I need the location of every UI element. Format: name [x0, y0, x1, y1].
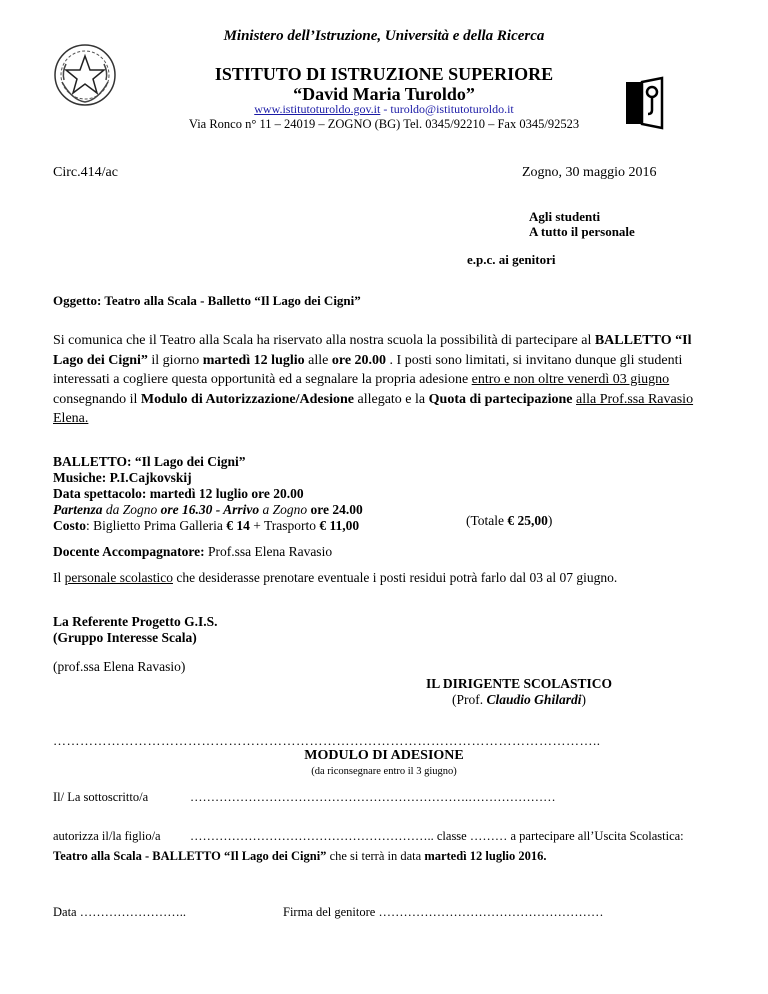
paragraph-text: il giorno [147, 352, 203, 368]
epc-parents: e.p.c. ai genitori [467, 252, 556, 267]
principal-name-post: ) [581, 692, 586, 707]
authorize-label: autorizza il/la figlio/a [53, 829, 161, 843]
details-partenza [53, 502, 363, 518]
referent-group: (Gruppo Interesse Scala) [53, 630, 197, 645]
partenza-time: ore 16.30 - Arrivo [160, 502, 260, 517]
ballet-title: BALLETTO “Il Lago dei Cigni” [53, 333, 692, 368]
event-confirmation-text: che si terrà in data [326, 849, 425, 863]
event-confirmation [53, 849, 547, 864]
document-date: Zogno, 30 maggio 2016 [522, 165, 657, 180]
main-paragraph [53, 331, 721, 429]
undersigned-label: Il/ La sottoscritto/a [53, 790, 149, 804]
partenza-place: da Zogno [102, 502, 161, 517]
module-title: MODULO DI ADESIONE [304, 748, 464, 763]
circular-number: Circ.414/ac [53, 165, 118, 180]
staff-note-text: che desiderasse prenotare eventuale i posti residui potrà farlo dal 03 al 07 giugno. [172, 570, 618, 585]
undersigned-field: ………………………………………………………….………………… [190, 790, 556, 804]
fee-label: Quota di partecipazione [428, 391, 573, 407]
details-data: Data spettacolo: martedì 12 luglio ore 20.00 [53, 486, 304, 501]
institute-subtitle: “David Maria Turoldo” [293, 84, 475, 104]
event-date: martedì 12 luglio [202, 352, 305, 368]
costo-text: : Biglietto Prima Galleria [86, 518, 227, 533]
principal-name-pre: (Prof. [452, 692, 487, 707]
partenza-label: Partenza [53, 502, 103, 517]
paragraph-text: consegnando il [53, 391, 141, 407]
project-referent [53, 614, 217, 646]
costo-plus: + Trasporto [249, 518, 320, 533]
details-costo [53, 518, 363, 534]
ministry-header: Ministero dell’Istruzione, Università e della Ricerca [223, 28, 545, 44]
paragraph-text: alle [304, 352, 332, 368]
event-name: Teatro alla Scala - BALLETTO “Il Lago dei Cigni” [53, 849, 327, 863]
accompanying-teacher [53, 544, 332, 560]
institute-address: Via Ronco n° 11 – 24019 – ZOGNO (BG) Tel. 0345/92210 – Fax 0345/92523 [188, 117, 580, 131]
principal-title: IL DIRIGENTE SCOLASTICO [425, 676, 613, 691]
email-link[interactable]: turoldo@istitutoturoldo.it [390, 102, 514, 116]
institute-name: ISTITUTO DI ISTRUZIONE SUPERIORE [214, 64, 554, 84]
date-field: Data …………………….. [53, 905, 186, 919]
contacts-line [0, 102, 768, 117]
paragraph-text: allegato e la [354, 391, 429, 407]
referent-name: (prof.ssa Elena Ravasio) [53, 659, 186, 674]
arrivo-time: ore 24.00 [310, 502, 363, 517]
costo-amount: € 14 [226, 518, 250, 533]
form-name: Modulo di Autorizzazione/Adesione [140, 391, 354, 407]
staff-note-text: Il [53, 570, 65, 585]
authorize-field: ………………………………………………….. classe ……… a partecipare all’Uscita Scolastica: [190, 829, 684, 843]
event-full-date: martedì 12 luglio 2016. [424, 849, 547, 863]
referent-title: La Referente Progetto G.I.S. [53, 614, 218, 629]
paragraph-text: . I posti sono limitati, si invitano dunque gli studenti interessati a cogliere questa opportunità ed a segnalare la propria adesione [53, 352, 683, 387]
total-amount: € 25,00 [507, 513, 548, 528]
details-musiche: Musiche: P.I.Cajkovskij [53, 470, 192, 485]
principal-name-line [400, 692, 638, 708]
total-pre: (Totale [466, 513, 508, 528]
teacher-label: Docente Accompagnatore: [53, 544, 205, 559]
subject-line: Oggetto: Teatro alla Scala - Balletto “Il Lago dei Cigni” [53, 293, 361, 308]
total-post: ) [547, 513, 553, 528]
staff-note [53, 570, 617, 586]
details-balletto: BALLETTO: “Il Lago dei Cigni” [53, 454, 246, 469]
total-cost [466, 513, 552, 529]
event-details [53, 454, 363, 534]
paragraph-text: Si comunica che il Teatro alla Scala ha riservato alla nostra scuola la possibilità di partecipare al [53, 333, 595, 348]
contacts-separator: - [380, 102, 391, 116]
trasporto-amount: € 11,00 [319, 518, 360, 533]
module-subtitle: (da riconsegnare entro il 3 giugno) [311, 766, 457, 777]
principal-signature [400, 676, 638, 708]
principal-name: Claudio Ghilardi [486, 692, 582, 707]
staff-term: personale scolastico [64, 570, 173, 585]
cut-line: ………………………………………………………………………………………………………….. [53, 733, 601, 748]
contact-teacher: alla Prof.ssa Ravasio Elena. [53, 391, 694, 426]
recipient-students: Agli studenti [529, 209, 601, 224]
parent-signature-field: Firma del genitore ……………………………………………… [283, 905, 604, 919]
event-time: ore 20.00 [331, 352, 387, 368]
teacher-name: Prof.ssa Elena Ravasio [204, 544, 333, 559]
costo-label: Costo [53, 518, 86, 533]
deadline: entro e non oltre venerdì 03 giugno [471, 372, 670, 387]
recipient-staff: A tutto il personale [529, 224, 635, 239]
arrivo-place: a Zogno [259, 502, 311, 517]
recipients [529, 209, 635, 239]
website-link[interactable]: www.istitutoturoldo.gov.it [254, 102, 381, 116]
